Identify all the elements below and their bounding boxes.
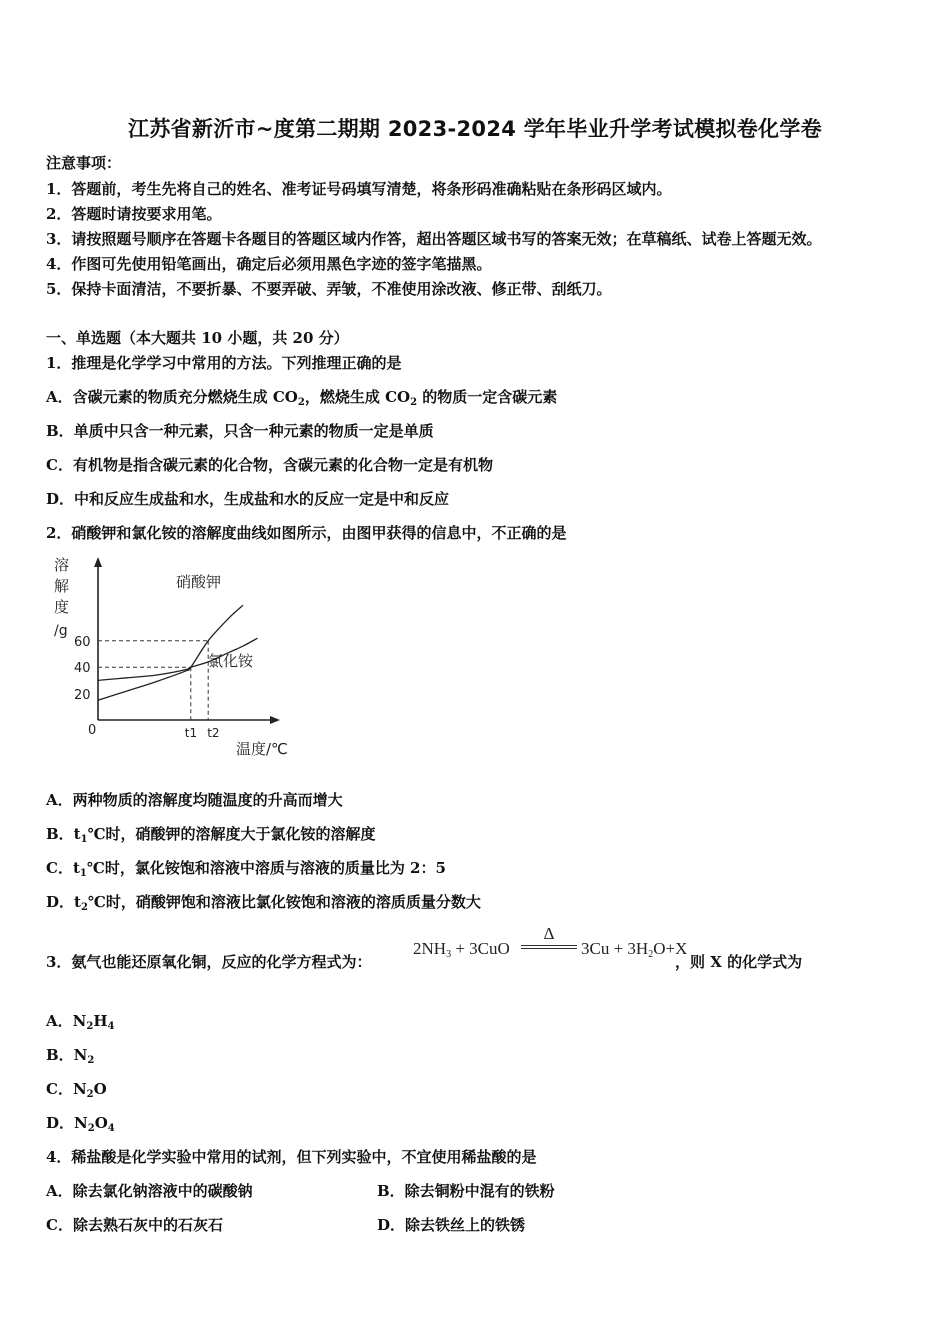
y-axis-label: 解 xyxy=(54,577,70,595)
y-tick-label: 40 xyxy=(74,661,91,676)
note-item: 5．保持卡面清洁，不要折暴、不要弄破、弄皱，不准使用涂改液、修正带、刮纸刀。 xyxy=(46,280,612,298)
note-item: 4．作图可先使用铅笔画出，确定后必须用黑色字迹的签字笔描黑。 xyxy=(46,255,492,273)
q2-option-d: D．$t_2℃$时，硝酸钾饱和溶液比氯化铵饱和溶液的溶质质量分数大 xyxy=(46,893,481,913)
q4-option-a: A．除去氯化钠溶液中的碳酸钠 xyxy=(46,1182,253,1200)
y-axis-arrow xyxy=(94,557,102,567)
origin-label: 0 xyxy=(88,723,97,738)
x-tick-label-t1: t1 xyxy=(184,726,198,740)
y-tick-label: 20 xyxy=(74,688,91,703)
exam-title: 江苏省新沂市~度第二期期 2023-2024 学年毕业升学考试模拟卷化学卷 xyxy=(128,117,822,141)
section-heading: 一、单选题（本大题共 10 小题，共 20 分） xyxy=(46,329,349,347)
y-tick-label: 60 xyxy=(74,635,91,650)
q2-option-b: B．$t_1℃$时，硝酸钾的溶解度大于氯化铵的溶解度 xyxy=(46,825,376,845)
q1-option-d: D．中和反应生成盐和水，生成盐和水的反应一定是中和反应 xyxy=(46,490,450,508)
reaction-arrow xyxy=(521,924,577,961)
q1-option-a: A．含碳元素的物质充分燃烧生成 $CO_2$，燃烧生成 $CO_2$ 的物质一定含碳元素 xyxy=(46,388,558,408)
q3-option-a: A．$N_2H_4$ xyxy=(46,1012,115,1032)
note-item: 1．答题前，考生先将自己的姓名、准考证号码填写清楚，将条形码准确粘贴在条形码区域内。 xyxy=(46,180,672,198)
note-item: 3．请按照题号顺序在答题卡各题目的答题区域内作答，超出答题区域书写的答案无效；在草稿纸、试卷上答题无效。 xyxy=(46,230,822,248)
notes-heading: 注意事项： xyxy=(46,154,122,172)
q4-option-c: C．除去熟石灰中的石灰石 xyxy=(46,1216,223,1234)
q3-option-b: B．$N_2$ xyxy=(46,1046,95,1066)
y-axis-label: /g xyxy=(54,623,68,639)
question-3-stem: 3．氨气也能还原氧化铜，反应的化学方程式为： xyxy=(46,953,372,971)
y-axis-label: 溶 xyxy=(54,556,70,574)
q1-option-b: B．单质中只含一种元素，只含一种元素的物质一定是单质 xyxy=(46,422,434,440)
series-label-ammonium-chloride: 氯化铵 xyxy=(208,652,254,670)
question-3-tail: ，则 X 的化学式为 xyxy=(675,953,803,971)
q4-option-b: B．除去铜粉中混有的铁粉 xyxy=(377,1182,555,1200)
q2-option-c: C．$t_1℃$时，氯化铵饱和溶液中溶质与溶液的质量比为 2：5 xyxy=(46,859,446,879)
x-axis-arrow xyxy=(270,716,280,724)
q4-option-d: D．除去铁丝上的铁锈 xyxy=(377,1216,526,1234)
q2-option-a: A．两种物质的溶解度均随温度的升高而增大 xyxy=(46,791,343,809)
q1-option-c: C．有机物是指含碳元素的化合物，含碳元素的化合物一定是有机物 xyxy=(46,456,493,474)
x-tick-label-t2: t2 xyxy=(207,726,220,740)
question-2-stem: 2．硝酸钾和氯化铵的溶解度曲线如图所示，由图甲获得的信息中，不正确的是 xyxy=(46,524,567,542)
solubility-chart xyxy=(44,553,304,763)
q3-option-c: C．$N_2O$ xyxy=(46,1080,107,1100)
heat-condition: Δ xyxy=(543,924,555,943)
y-axis-label: 度 xyxy=(54,598,70,616)
series-label-potassium-nitrate: 硝酸钾 xyxy=(176,573,222,591)
q3-option-d: D．$N_2O_4$ xyxy=(46,1114,115,1134)
question-4-stem: 4．稀盐酸是化学实验中常用的试剂，但下列实验中，不宜使用稀盐酸的是 xyxy=(46,1148,537,1166)
question-1-stem: 1．推理是化学学习中常用的方法。下列推理正确的是 xyxy=(46,354,402,372)
x-axis-label: 温度/℃ xyxy=(236,740,288,758)
note-item: 2．答题时请按要求用笔。 xyxy=(46,205,222,223)
